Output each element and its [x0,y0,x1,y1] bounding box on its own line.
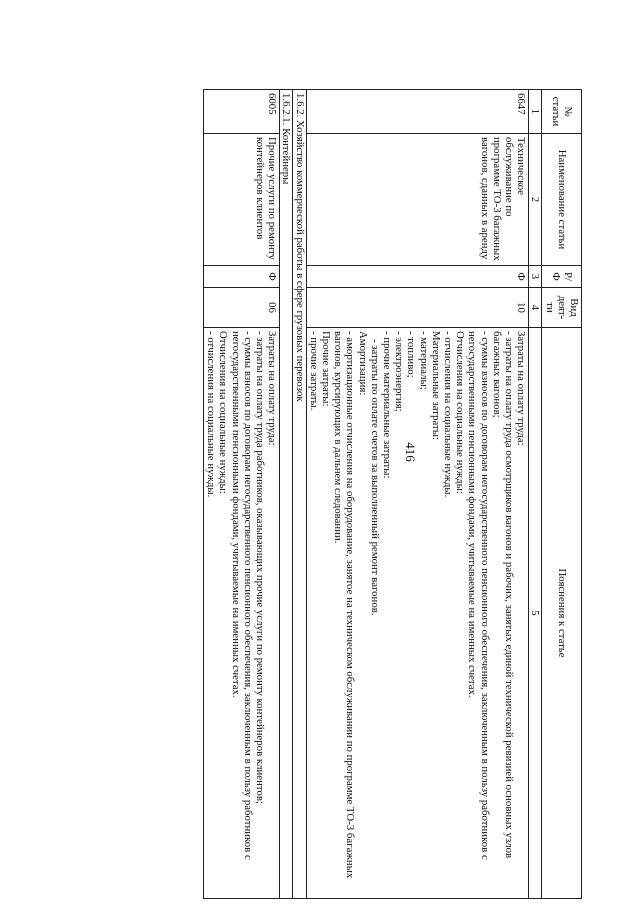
explanation-line: - суммы взносов по договорам негосударственного пенсионного обеспечения, заключенным в пользу работников с негосударственными пенсионными фондами, учитываемые на именных счетах. [229,331,254,860]
explanation-line: - топливо; [405,331,418,378]
explanation-line: - прочие затраты. [307,331,320,411]
table-container [82,89,582,898]
article-name: Прочие услуги по ремонту контейнеров клиентов [203,134,279,266]
explanation-line: Амортизация: [356,331,369,396]
header-number-5: 5 [529,328,542,899]
header-activity-type: Вид деят-ти [542,288,582,328]
header-number-2: 2 [529,134,542,266]
section-row [293,90,306,899]
explanation-line: - электроэнергия; [393,331,406,412]
rf-value: Ф [203,266,279,288]
article-explanation [203,328,279,899]
header-article-name: Наименование статьи [542,134,582,266]
explanation-line: Затраты на оплату труда: [515,331,528,446]
explanation-line: - затраты по оплате счетов за выполненный ремонт вагонов. [368,339,381,616]
explanation-line: - отчисления на социальные нужды. [205,331,218,498]
header-number-1: 1 [529,90,542,134]
explanation-line: - материалы; [417,331,430,390]
header-rf: Р/ Ф [542,266,582,288]
subsection-heading: 1.6.2.1. Контейнеры [280,90,293,899]
explanation-line: - затраты на оплату труда работников, оказывающих прочие услуги по ремонту контейнеров клиентов; [253,331,266,804]
explanation-line: Материальные затраты: [429,331,442,441]
article-number: 6647 [306,90,529,134]
article-explanation [306,328,529,899]
header-explanation: Пояснения к статье [542,328,582,899]
explanation-line: - отчисления на социальные нужды. [441,331,454,498]
rf-value: Ф [306,266,529,288]
explanation-line: - прочие материальные затраты: [380,331,393,479]
page-number: 416 [403,442,418,462]
explanation-line: Затраты на оплату труда: [266,331,279,446]
explanation-line: Прочие затраты: [319,331,332,407]
explanation-line: Отчисления на социальные нужды: [217,331,230,494]
header-row [542,90,582,899]
articles-table [203,89,582,899]
explanation-line: - амортизационные отчисления на оборудование, занятое на техническом обслуживании по программе ТО-3 багажных вагонов, курсирующих в дальнем следовании. [332,331,357,879]
explanation-line: - суммы взносов по договорам негосударственного пенсионного обеспечения, заключенным в пользу работников с негосударственными пенсионными фондами, учитываемые на именных счетах. [466,331,491,860]
header-numbers-row [529,90,542,899]
explanation-line: - затраты на оплату труда осмотрщиков вагонов и рабочих, занятых единой технической ревизией основных узлов багажных вагонов; [490,331,515,859]
subsection-row [280,90,293,899]
article-number: 6005 [203,90,279,134]
table-row [203,90,279,899]
header-article-number: № статьи [542,90,582,134]
activity-value: 10 [306,288,529,328]
header-number-4: 4 [529,288,542,328]
section-heading: 1.6.2. Хозяйство коммерческой работы в сфере грузовых перевозок [293,90,306,899]
explanation-line: Отчисления на социальные нужды: [454,331,467,494]
table-row [306,90,529,899]
activity-value: 06 [203,288,279,328]
header-number-3: 3 [529,266,542,288]
article-name: Техническое обслуживание по программе ТО-3 багажных вагонов, сданных в аренду [306,134,529,266]
